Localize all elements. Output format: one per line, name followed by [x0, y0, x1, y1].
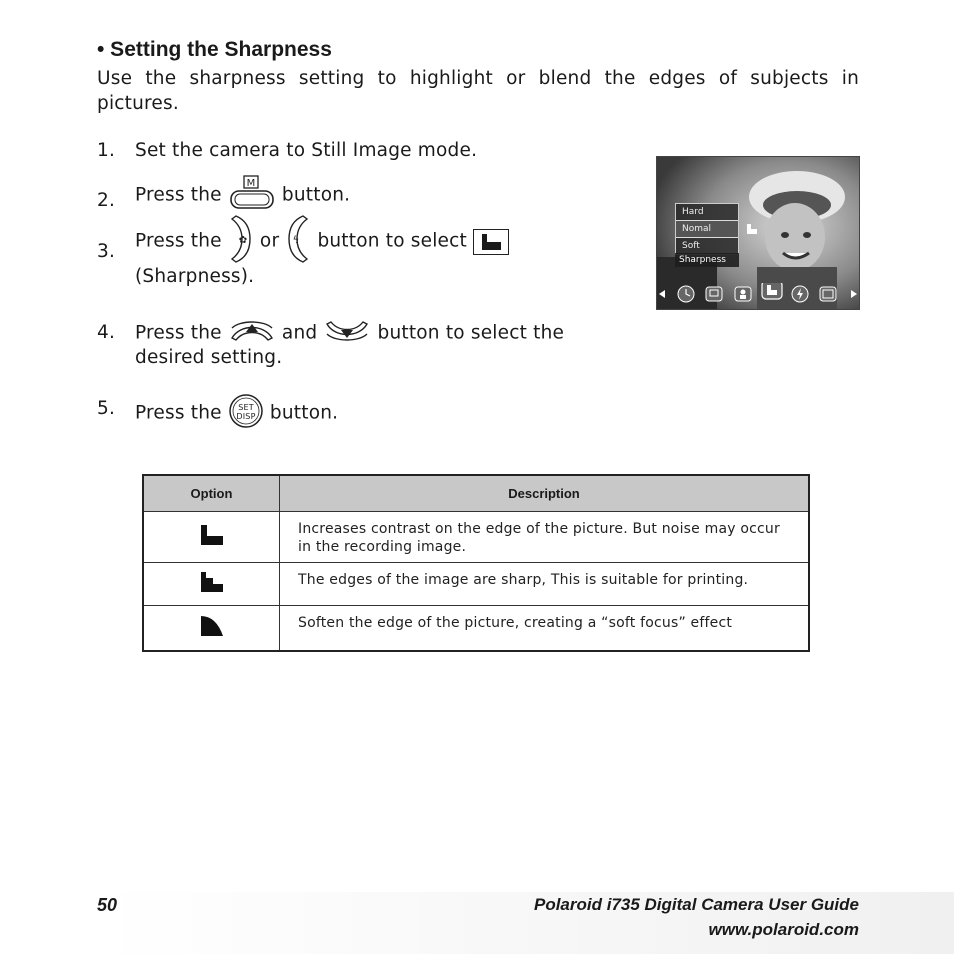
- camera-preview-screen: [656, 156, 860, 310]
- svg-text:✿: ✿: [238, 235, 248, 246]
- left-macro-button-icon: [228, 213, 254, 270]
- menu-label: Sharpness: [675, 253, 739, 267]
- row-description: Soften the edge of the picture, creating a “soft focus” effect: [280, 606, 810, 651]
- menu-item-hard[interactable]: Hard: [682, 207, 704, 217]
- up-button-icon: [228, 318, 276, 349]
- row-description: The edges of the image are sharp, This is suitable for printing.: [280, 563, 810, 606]
- table-row: [143, 606, 809, 651]
- svg-text:SET: SET: [238, 403, 254, 412]
- preview-icon-bar: [657, 283, 859, 305]
- right-arrow-icon: [851, 290, 857, 298]
- down-button-icon: [323, 318, 371, 349]
- burst-icon: [706, 287, 722, 301]
- table-row: [143, 512, 809, 563]
- menu-item-soft[interactable]: Soft: [682, 241, 700, 251]
- column-header-option: Option: [143, 475, 280, 512]
- page-number: 50: [97, 895, 118, 915]
- table-row: [143, 563, 809, 606]
- section-heading: • Setting the Sharpness: [97, 38, 332, 61]
- date-stamp-icon: [820, 287, 836, 301]
- set-disp-button-icon: [228, 393, 264, 434]
- svg-text:DISP: DISP: [236, 412, 256, 421]
- svg-text:M: M: [246, 178, 256, 189]
- guide-title: Polaroid i735 Digital Camera User Guide: [533, 895, 859, 914]
- sharpness-soft-icon: [200, 615, 224, 637]
- menu-button-icon: [228, 174, 276, 217]
- svg-text:ϟ: ϟ: [292, 235, 300, 246]
- sharpness-options-table: [142, 474, 810, 652]
- row-description: Increases contrast on the edge of the picture. But noise may occur in the recording image.: [280, 512, 810, 563]
- sharpness-hard-icon: [200, 524, 224, 546]
- column-header-description: Description: [280, 475, 810, 512]
- left-arrow-icon: [659, 290, 665, 298]
- right-flash-button-icon: [285, 213, 311, 270]
- sharpness-menu: [675, 203, 739, 255]
- menu-item-normal[interactable]: Nomal: [676, 220, 738, 238]
- intro-paragraph: Use the sharpness setting to highlight or blend the edges of subjects in pictures.: [97, 68, 859, 114]
- sharpness-icon: [745, 221, 759, 240]
- website-link[interactable]: www.polaroid.com: [708, 920, 859, 939]
- sharpness-icon: [473, 229, 509, 255]
- sharpness-normal-icon: [200, 571, 224, 593]
